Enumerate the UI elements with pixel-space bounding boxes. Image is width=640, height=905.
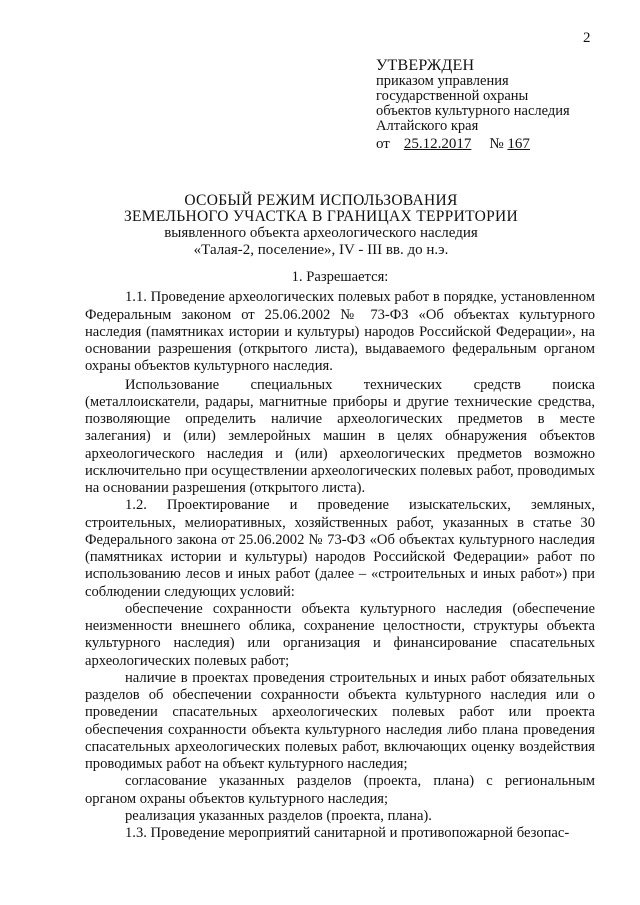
paragraph: согласование указанных разделов (проекта, плана) с региональным органом охраны объектов культурного наследия;	[85, 773, 595, 807]
paragraph: реализация указанных разделов (проекта, плана).	[125, 807, 432, 824]
paragraph: 1.1. Проведение археологических полевых работ в порядке, установленном Федеральным законом от 25.06.2002 № 73-ФЗ «Об объектах культурного наследия (памятниках истории и культуры) народов Российской Федерации», на основании разрешения (открытого листа), выдаваемого федеральным органом охраны объектов культурного наследия.	[85, 289, 595, 375]
title-line: выявленного объекта археологического наследия	[164, 225, 478, 241]
order-date: 25.12.2017	[403, 136, 472, 152]
approval-line: государственной охраны	[376, 88, 529, 104]
title-line: «Талая-2, поселение», IV - III вв. до н.э.	[193, 242, 449, 258]
paragraph: 1.3. Проведение мероприятий санитарной и противопожарной безопас-	[125, 825, 570, 841]
order-from-label: от	[376, 136, 390, 152]
approval-stamp	[376, 57, 626, 152]
approval-line: Алтайского края	[376, 118, 479, 134]
order-reference	[376, 137, 626, 152]
paragraph: наличие в проектах проведения строительных и иных работ обязательных разделов об обеспечении сохранности объекта культурного наследия или о проведении спасательных археологических полевых работ или проекта обеспечения сохранности объекта культурного наследия либо плана проведения спасательных археологических полевых работ, включающих оценку воздействия проводимых работ на объект культурного наследия;	[85, 669, 595, 772]
order-number-label: №	[489, 136, 504, 152]
title-line: ЗЕМЕЛЬНОГО УЧАСТКА В ГРАНИЦАХ ТЕРРИТОРИИ	[123, 208, 519, 225]
paragraph: 1.2. Проектирование и проведение изыскательских, земляных, строительных, мелиоративных, хозяйственных работ, указанных в статье 30 Федерального закона от 25.06.2002 № 73-ФЗ «Об объектах культурного наследия (памятниках истории и культуры) народов Российской Федерации» работ по использованию лесов и иных работ (далее – «строительных и иных работ») при соблюдении следующих условий:	[85, 497, 595, 600]
document-body	[85, 269, 595, 842]
page-number: 2	[583, 30, 591, 46]
order-number: 167	[507, 136, 530, 152]
approval-line: приказом управления	[376, 73, 509, 89]
document-title	[110, 193, 532, 259]
title-line: ОСОБЫЙ РЕЖИМ ИСПОЛЬЗОВАНИЯ	[184, 192, 458, 209]
paragraph: Использование специальных технических средств поиска (металлоискатели, радары, магнитные приборы и другие технические средства, позволяющие определить наличие археологических предметов в месте залегания) и (или) землеройных машин в целях обнаружения объектов археологического наследия и (или) археологических предметов возможно исключительно при осуществлении археологических полевых работ, проводимых на основании разрешения (открытого листа).	[85, 376, 595, 496]
section-heading: 1. Разрешается:	[291, 269, 389, 285]
approval-heading: УТВЕРЖДЕН	[376, 57, 475, 74]
approval-line: объектов культурного наследия	[376, 103, 570, 119]
paragraph: обеспечение сохранности объекта культурного наследия (обеспечение неизменности внешнего облика, сохранение целостности, структуры объекта культурного наследия) или организация и финансирование спасательных археологических полевых работ;	[85, 600, 595, 669]
